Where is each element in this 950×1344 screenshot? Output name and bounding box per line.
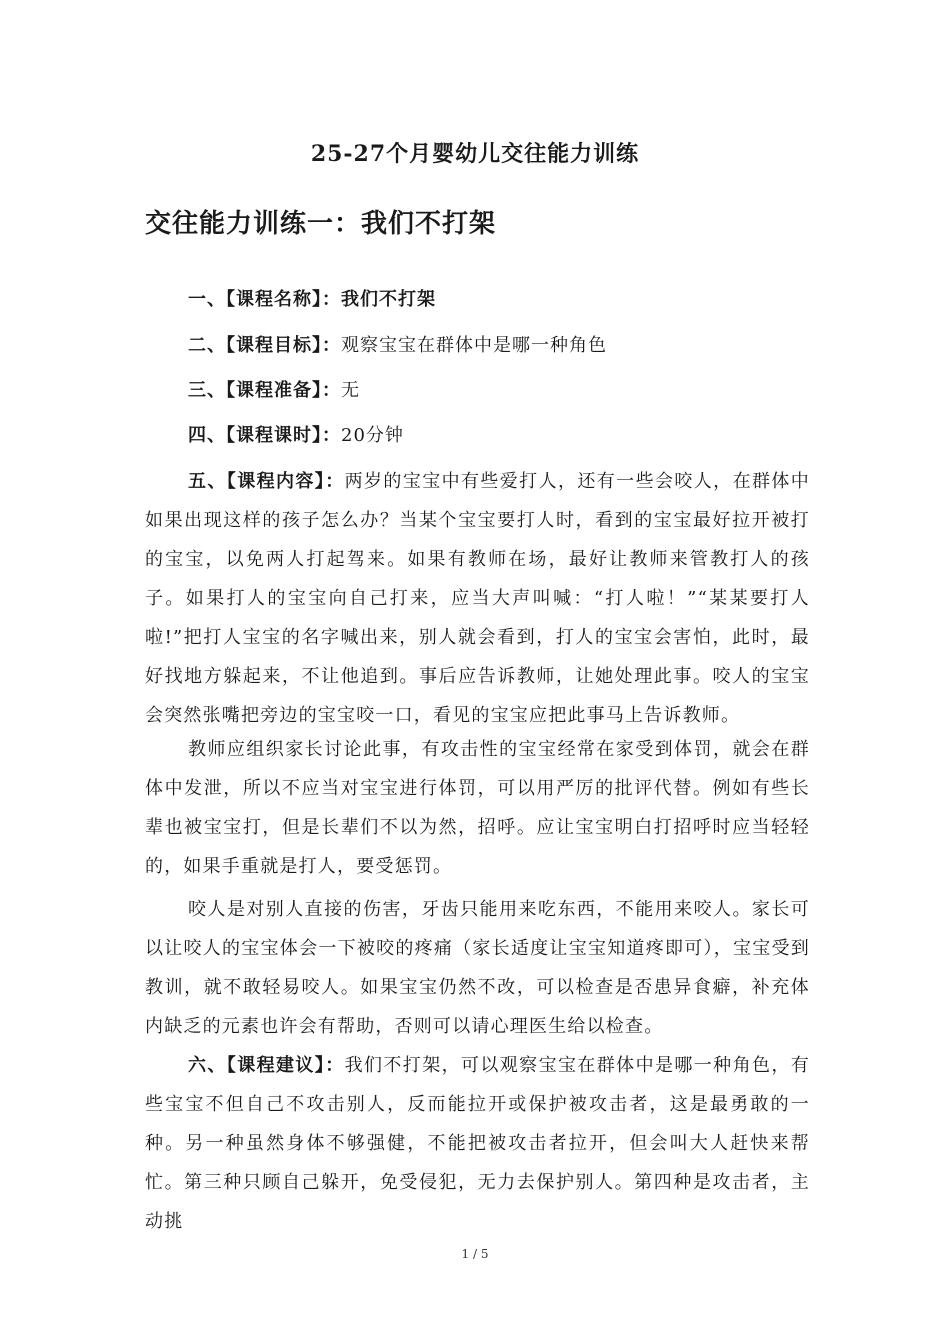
course-duration-line xyxy=(188,427,404,445)
course-prep-label: 三、【课程准备】： xyxy=(188,380,341,401)
course-content-text: 两岁的宝宝中有些爱打人，还有一些会咬人，在群体中如果出现这样的孩子怎么办？当某个宝宝要打人时，看到的宝宝最好拉开被打的宝宝，以免两人打起驾来。如果有教师在场，最好让教师来管教打人的孩子。如果打人的宝宝向自己打来，应当大声叫喊：“打人啦！”“某某要打人啦!”把打人宝宝的名字喊出来，别人就会看到，打人的宝宝会害怕，此时，最好找地方躲起来，不让他追到。事后应告诉教师，让她处理此事。咬人的宝宝会突然张嘴把旁边的宝宝咬一口，看见的宝宝应把此事马上告诉教师。 xyxy=(145,471,810,726)
course-name-value: 我们不打架 xyxy=(341,289,436,310)
section-heading: 交往能力训练一：我们不打架 xyxy=(145,209,497,239)
page-number: 1 / 5 xyxy=(461,1247,489,1261)
course-suggestion-paragraph xyxy=(145,1046,810,1241)
course-goal-label: 二、【课程目标】： xyxy=(188,335,341,356)
course-duration-value: 20分钟 xyxy=(341,425,404,446)
course-prep-line xyxy=(188,382,360,400)
course-goal-line xyxy=(188,337,607,355)
document-title: 25-27个月婴幼儿交往能力训练 xyxy=(310,141,640,167)
course-name-line xyxy=(188,291,436,309)
course-name-label: 一、【课程名称】： xyxy=(188,289,341,310)
course-prep-value: 无 xyxy=(341,380,360,401)
course-content-label: 五、【课程内容】： xyxy=(188,471,345,492)
course-content-paragraph xyxy=(145,462,810,735)
course-suggestion-label: 六、【课程建议】： xyxy=(188,1055,345,1076)
teacher-paragraph: 教师应组织家长讨论此事，有攻击性的宝宝经常在家受到体罚，就会在群体中发泄，所以不应当对宝宝进行体罚，可以用严厉的批评代替。例如有些长辈也被宝宝打，但是长辈们不以为然，招呼。应让宝宝明白打招呼时应当轻轻的，如果手重就是打人，要受惩罚。 xyxy=(145,739,810,877)
course-duration-label: 四、【课程课时】： xyxy=(188,425,341,446)
biting-paragraph: 咬人是对别人直接的伤害，牙齿只能用来吃东西，不能用来咬人。家长可以让咬人的宝宝体会一下被咬的疼痛（家长适度让宝宝知道疼即可），宝宝受到教训，就不敢轻易咬人。如果宝宝仍然不改，可以检查是否患异食癖，补充体内缺乏的元素也许会有帮助，否则可以请心理医生给以检查。 xyxy=(145,899,810,1037)
course-suggestion-text: 我们不打架，可以观察宝宝在群体中是哪一种角色，有些宝宝不但自己不攻击别人，反而能拉开或保护被攻击者，这是最勇敢的一种。另一种虽然身体不够强健，不能把被攻击者拉开，但会叫大人赶快来帮忙。第三种只顾自己躲开，免受侵犯，无力去保护别人。第四种是攻击者，主动挑 xyxy=(145,1055,810,1232)
course-goal-value: 观察宝宝在群体中是哪一种角色 xyxy=(341,335,607,356)
